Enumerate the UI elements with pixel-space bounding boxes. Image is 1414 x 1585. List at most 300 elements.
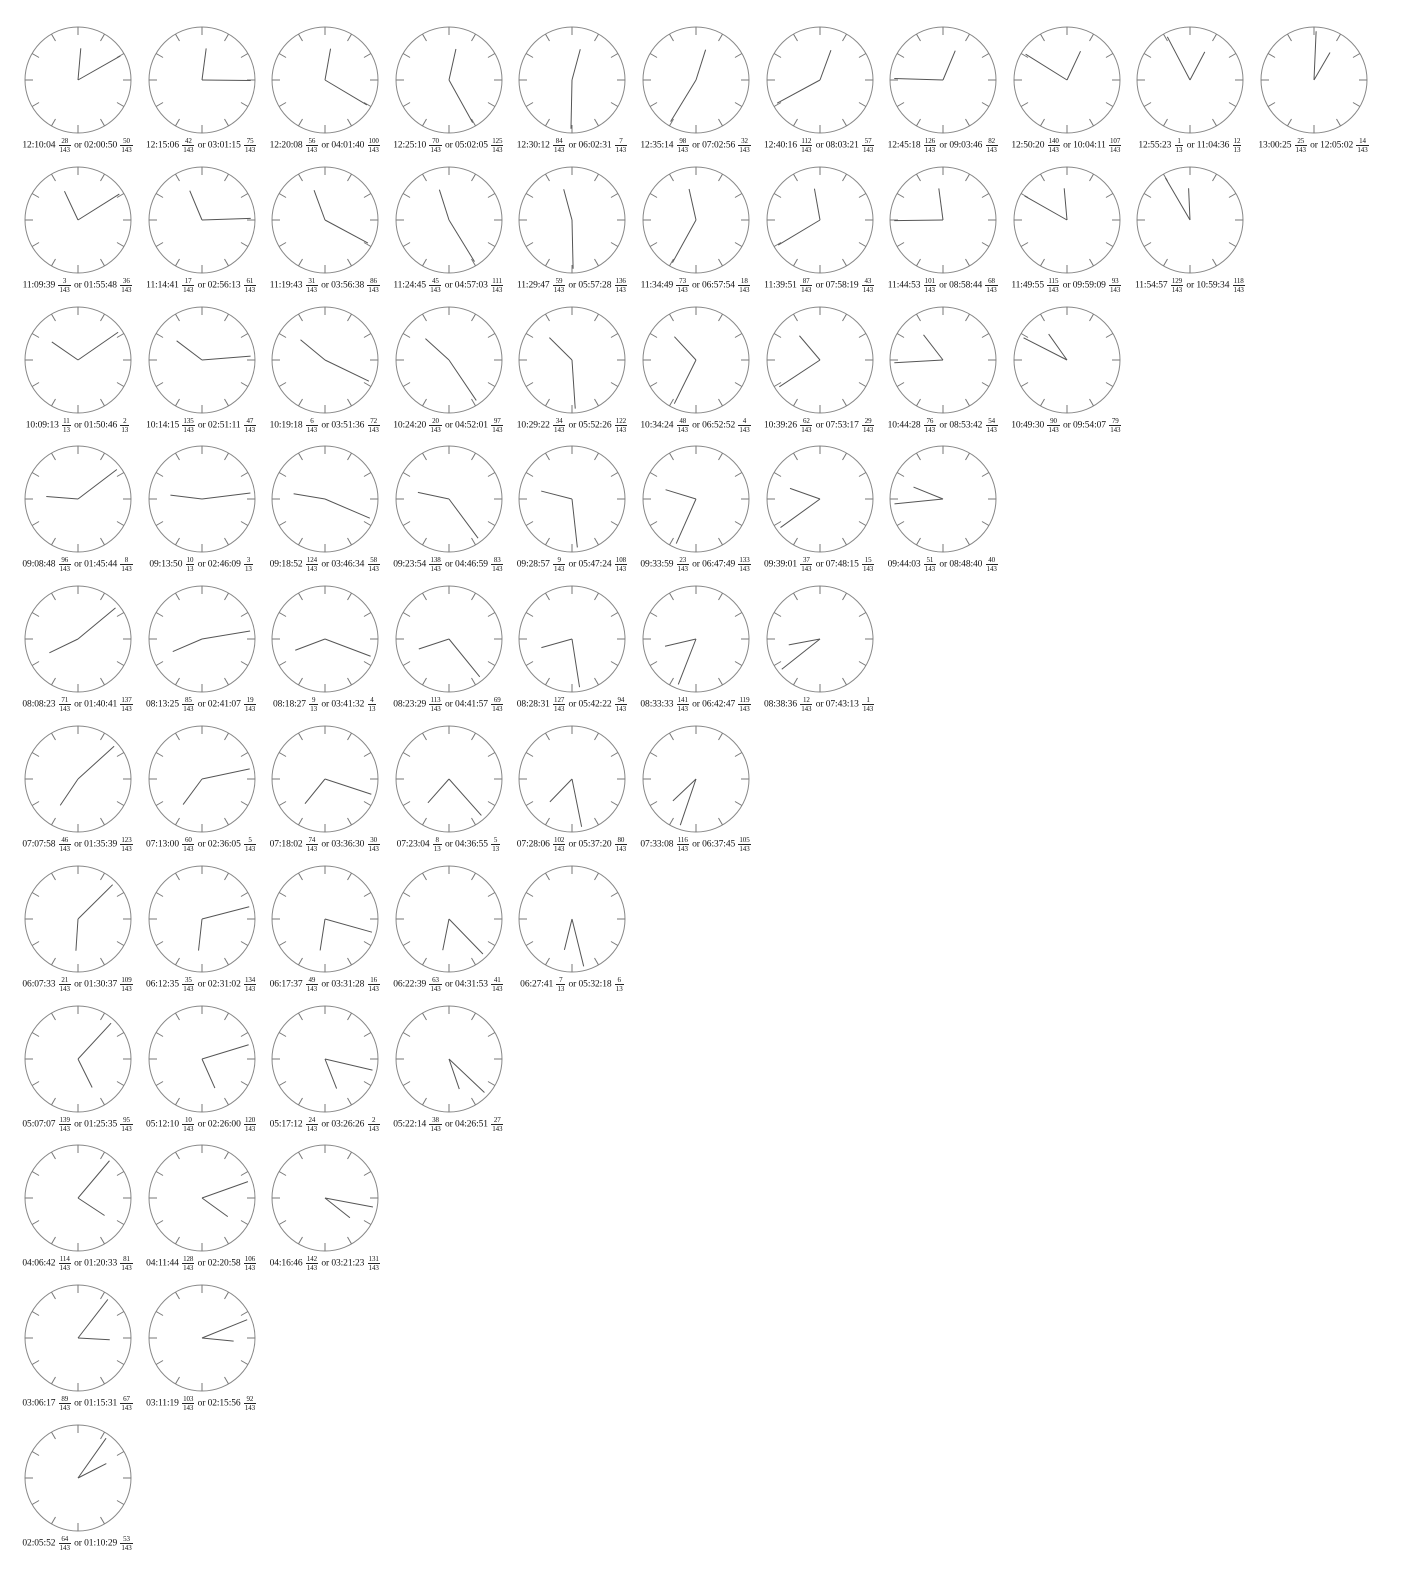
clock-face-icon <box>1135 25 1245 135</box>
fraction-numerator: 106 <box>244 1255 256 1264</box>
clock-cell <box>16 305 140 445</box>
time-alternate: 01:15:31 <box>84 1398 118 1409</box>
clock-caption <box>132 417 272 434</box>
hour-tick <box>241 753 248 757</box>
clock-face-icon <box>641 165 751 275</box>
hour-hand <box>78 1059 92 1087</box>
time-primary: 06:12:35 <box>145 979 179 990</box>
minute-hand <box>449 220 474 262</box>
hour-tick <box>117 1081 124 1085</box>
clock-caption <box>379 137 519 154</box>
fraction-denominator: 143 <box>430 984 441 993</box>
fraction-numerator: 123 <box>121 836 132 844</box>
hour-tick <box>719 453 723 460</box>
hour-tick <box>101 873 105 880</box>
hour-tick <box>101 1013 105 1020</box>
hour-tick <box>299 399 303 406</box>
hour-tick <box>299 818 303 825</box>
hour-tick <box>348 259 352 266</box>
hour-tick <box>348 174 352 181</box>
time-alternate: 03:56:38 <box>331 280 365 291</box>
fraction <box>59 137 71 154</box>
hour-tick <box>175 733 179 740</box>
fraction-denominator: 143 <box>121 845 132 853</box>
clock-cell <box>16 1004 140 1144</box>
hour-tick <box>279 1081 286 1085</box>
fraction <box>556 976 565 993</box>
hour-tick <box>32 382 39 386</box>
fraction-numerator: 1 <box>862 696 874 705</box>
fraction-denominator: 143 <box>368 1124 379 1133</box>
hour-tick <box>117 1032 124 1036</box>
hour-tick <box>299 1013 303 1020</box>
hour-tick <box>403 473 410 477</box>
hour-tick <box>175 259 179 266</box>
hour-tick <box>526 941 533 945</box>
minute-hand <box>449 360 476 400</box>
hour-tick <box>422 958 426 965</box>
minute-hand <box>78 1161 109 1198</box>
fraction-numerator: 7 <box>556 976 565 985</box>
clock-cell <box>140 25 264 165</box>
hour-tick <box>546 593 550 600</box>
time-alternate: 06:52:52 <box>702 420 736 431</box>
fraction <box>429 277 441 294</box>
fraction-numerator: 4 <box>368 696 377 705</box>
hour-tick <box>793 174 797 181</box>
hour-tick <box>348 818 352 825</box>
fraction-numerator: 115 <box>1048 276 1059 285</box>
fraction-denominator: 143 <box>554 705 565 714</box>
hour-hand <box>198 919 201 951</box>
fraction <box>306 556 318 573</box>
time-alternate: 03:26:26 <box>331 1119 365 1130</box>
fraction <box>429 137 441 154</box>
time-alternate: 06:37:45 <box>702 839 736 850</box>
clock-cell <box>140 724 264 864</box>
hour-tick <box>471 593 475 600</box>
clock-cell <box>140 584 264 724</box>
hour-tick <box>1021 242 1028 246</box>
hour-hand <box>202 1198 228 1217</box>
minute-hand <box>779 360 820 387</box>
hour-hand <box>542 639 573 648</box>
hour-hand <box>820 50 831 80</box>
hour-tick <box>156 892 163 896</box>
hour-tick <box>595 399 599 406</box>
clock-cell <box>634 25 758 165</box>
hour-tick <box>966 174 970 181</box>
time-primary: 05:12:10 <box>145 1119 179 1130</box>
clock-caption <box>626 277 766 294</box>
hour-tick <box>859 522 866 526</box>
or-connector: or <box>692 420 700 431</box>
hour-tick <box>101 119 105 126</box>
minute-hand <box>781 639 819 669</box>
hour-tick <box>52 1237 56 1244</box>
minute-hand <box>78 884 113 918</box>
hour-hand <box>320 919 325 950</box>
fraction-denominator: 143 <box>492 285 503 294</box>
fraction-numerator: 12 <box>800 696 812 705</box>
fraction-denominator: 143 <box>1171 285 1183 294</box>
or-connector: or <box>815 420 824 431</box>
hour-tick <box>422 593 426 600</box>
time-primary: 08:28:31 <box>516 699 550 710</box>
clock-cell <box>140 864 264 1004</box>
fraction-denominator: 143 <box>986 565 997 574</box>
minute-hand <box>571 80 572 129</box>
time-primary: 05:07:07 <box>22 1119 56 1130</box>
hour-tick <box>1229 242 1236 246</box>
time-primary: 04:11:44 <box>146 1259 179 1270</box>
hour-tick <box>917 174 921 181</box>
minute-hand <box>572 639 580 687</box>
hour-tick <box>403 382 410 386</box>
hour-tick <box>735 662 742 666</box>
hour-tick <box>611 613 618 617</box>
time-alternate: 03:21:23 <box>331 1259 365 1270</box>
time-primary: 09:39:01 <box>763 560 797 571</box>
hour-tick <box>735 802 742 806</box>
hour-tick <box>299 733 303 740</box>
hour-tick <box>422 873 426 880</box>
fraction-numerator: 59 <box>553 277 565 286</box>
hour-hand <box>814 188 820 219</box>
time-alternate: 01:50:46 <box>84 420 118 431</box>
fraction-denominator: 143 <box>1110 146 1121 154</box>
hour-tick <box>299 538 303 545</box>
fraction-denominator: 143 <box>121 285 132 294</box>
hour-tick <box>897 54 904 58</box>
fraction-numerator: 3 <box>244 556 253 565</box>
hour-tick <box>526 892 533 896</box>
fraction-numerator: 108 <box>615 556 626 565</box>
hour-tick <box>156 54 163 58</box>
clock-face-icon <box>517 305 627 415</box>
clock-caption <box>255 137 395 154</box>
time-primary: 12:20:08 <box>269 140 303 151</box>
clock-caption <box>255 696 395 713</box>
fraction-numerator: 94 <box>615 696 627 705</box>
clock-cell <box>881 165 1005 305</box>
time-alternate: 08:58:44 <box>949 280 983 291</box>
fraction-denominator: 143 <box>306 565 318 574</box>
fraction-numerator: 21 <box>59 976 71 985</box>
hour-tick <box>117 1221 124 1225</box>
hour-tick <box>774 54 781 58</box>
hour-tick <box>156 1221 163 1225</box>
time-alternate: 04:01:40 <box>331 140 365 151</box>
time-alternate: 02:46:09 <box>207 560 241 571</box>
hour-tick <box>488 242 495 246</box>
clock-caption <box>750 137 890 154</box>
hour-tick <box>488 1032 495 1036</box>
hour-tick <box>917 453 921 460</box>
hour-tick <box>488 802 495 806</box>
minute-hand <box>325 919 372 932</box>
hour-tick <box>117 1501 124 1505</box>
hour-tick <box>299 958 303 965</box>
clock-cell <box>387 584 511 724</box>
fraction-denominator: 13 <box>121 425 129 434</box>
hour-tick <box>241 662 248 666</box>
clock-face-icon <box>23 25 133 135</box>
fraction-denominator: 143 <box>183 1404 194 1413</box>
hour-hand <box>419 639 449 649</box>
hour-tick <box>279 103 286 107</box>
clock-cell <box>263 724 387 864</box>
hour-tick <box>735 753 742 757</box>
fraction-numerator: 48 <box>677 417 689 426</box>
fraction-numerator: 47 <box>244 417 256 426</box>
or-connector: or <box>321 1259 330 1270</box>
clock-cell <box>16 724 140 864</box>
hour-tick <box>670 818 674 825</box>
clock-caption <box>8 1395 148 1412</box>
fraction-denominator: 143 <box>677 845 688 853</box>
fraction <box>182 836 194 853</box>
clock-face-icon <box>23 724 133 834</box>
fraction-numerator: 134 <box>245 975 256 984</box>
fraction-numerator: 142 <box>306 1255 318 1264</box>
time-primary: 09:44:03 <box>887 560 921 571</box>
minute-hand <box>678 639 696 684</box>
clock-face-icon <box>1135 165 1245 275</box>
fraction-numerator: 102 <box>554 836 565 844</box>
clock-face-icon <box>147 584 257 694</box>
hour-tick <box>117 892 124 896</box>
hour-tick <box>299 453 303 460</box>
hour-tick <box>650 54 657 58</box>
hour-tick <box>224 1152 228 1159</box>
clock-cell <box>758 584 882 724</box>
hour-tick <box>348 678 352 685</box>
clock-cell <box>510 305 634 445</box>
fraction-denominator: 143 <box>430 425 441 434</box>
time-primary: 13:00:25 <box>1258 140 1292 151</box>
hour-tick <box>101 1098 105 1105</box>
or-connector: or <box>568 839 577 850</box>
clock-cell <box>16 25 140 165</box>
hour-tick <box>224 678 228 685</box>
hour-tick <box>1089 399 1093 406</box>
hour-tick <box>348 1152 352 1159</box>
hour-tick <box>670 678 674 685</box>
fraction-numerator: 34 <box>553 417 565 426</box>
or-connector: or <box>568 420 577 431</box>
hour-tick <box>364 54 371 58</box>
hour-tick <box>471 818 475 825</box>
hour-tick <box>299 119 303 126</box>
fraction-numerator: 83 <box>491 556 503 565</box>
minute-hand <box>674 360 696 404</box>
fraction-denominator: 143 <box>986 285 997 294</box>
hour-tick <box>224 1292 228 1299</box>
fraction-denominator: 143 <box>306 1124 318 1133</box>
time-alternate: 03:36:30 <box>331 839 365 850</box>
hour-tick <box>156 941 163 945</box>
or-connector: or <box>197 560 206 571</box>
fraction-denominator: 143 <box>1048 425 1059 434</box>
hour-tick <box>403 103 410 107</box>
fraction-denominator: 143 <box>59 565 70 574</box>
fraction-numerator: 12 <box>1233 137 1241 145</box>
minute-hand <box>202 1044 249 1058</box>
clock-face-icon <box>147 1283 257 1393</box>
clock-face-icon <box>394 165 504 275</box>
hour-tick <box>611 473 618 477</box>
or-connector: or <box>197 1259 206 1270</box>
hour-tick <box>1089 119 1093 126</box>
hour-tick <box>156 473 163 477</box>
minute-hand <box>78 470 117 499</box>
fraction-numerator: 10 <box>186 556 194 565</box>
clock-cell <box>1252 25 1376 165</box>
time-primary: 02:05:52 <box>22 1538 56 1549</box>
or-connector: or <box>321 839 330 850</box>
time-primary: 12:10:04 <box>22 140 56 151</box>
hour-tick <box>1106 103 1113 107</box>
clock-cell <box>510 444 634 584</box>
time-primary: 09:13:50 <box>149 560 183 571</box>
fraction-denominator: 143 <box>492 705 503 714</box>
fraction-numerator: 113 <box>430 696 441 705</box>
hour-tick <box>403 522 410 526</box>
minute-hand <box>572 360 575 409</box>
clock-cell <box>140 1004 264 1144</box>
clock-caption <box>1120 137 1260 154</box>
hour-tick <box>241 941 248 945</box>
hour-tick <box>32 1501 39 1505</box>
fraction-numerator: 81 <box>120 1255 132 1264</box>
hour-tick <box>279 941 286 945</box>
hour-tick <box>1106 193 1113 197</box>
hour-tick <box>719 399 723 406</box>
hour-tick <box>175 818 179 825</box>
hour-tick <box>299 314 303 321</box>
clock-caption <box>750 556 890 573</box>
time-primary: 09:23:54 <box>393 560 427 571</box>
hour-tick <box>403 941 410 945</box>
hour-tick <box>1040 119 1044 126</box>
hour-tick <box>1106 242 1113 246</box>
hour-tick <box>403 892 410 896</box>
hour-tick <box>224 1237 228 1244</box>
clock-caption <box>379 836 519 853</box>
fraction <box>59 836 71 853</box>
fraction-numerator: 129 <box>1171 276 1183 285</box>
time-primary: 04:06:42 <box>22 1259 56 1270</box>
fraction-denominator: 143 <box>183 705 194 714</box>
hour-tick <box>279 1172 286 1176</box>
clock-face-icon <box>23 864 133 974</box>
hour-tick <box>793 399 797 406</box>
hour-tick <box>224 733 228 740</box>
fraction-numerator: 4 <box>738 417 750 426</box>
fraction-denominator: 143 <box>615 705 626 714</box>
minute-hand <box>449 919 483 954</box>
hour-tick <box>793 34 797 41</box>
clock-caption <box>379 976 519 993</box>
fraction-denominator: 143 <box>492 425 503 434</box>
fraction <box>800 417 812 434</box>
fraction <box>429 696 441 713</box>
hour-tick <box>279 1221 286 1225</box>
hour-tick <box>32 1081 39 1085</box>
hour-tick <box>1021 103 1028 107</box>
fraction-denominator: 143 <box>59 1544 70 1552</box>
hour-tick <box>32 802 39 806</box>
minute-hand <box>325 779 371 794</box>
clock-face-icon <box>641 584 751 694</box>
hour-tick <box>1288 119 1292 126</box>
minute-hand <box>572 499 577 547</box>
fraction <box>1047 417 1059 434</box>
or-connector: or <box>568 699 577 710</box>
fraction <box>1175 137 1184 154</box>
time-primary: 09:08:48 <box>22 560 56 571</box>
fraction <box>244 556 253 573</box>
hour-tick <box>595 259 599 266</box>
hour-tick <box>917 314 921 321</box>
hour-tick <box>52 958 56 965</box>
fraction <box>306 277 318 294</box>
clock-face-icon <box>641 305 751 415</box>
fraction-denominator: 143 <box>306 1264 318 1273</box>
hour-tick <box>1144 103 1151 107</box>
time-alternate: 06:42:47 <box>702 699 736 710</box>
hour-tick <box>611 333 618 337</box>
clock-caption <box>502 976 642 993</box>
time-alternate: 05:02:05 <box>454 140 488 151</box>
hour-tick <box>279 382 286 386</box>
hour-tick <box>1337 119 1341 126</box>
hour-tick <box>1164 34 1168 41</box>
fraction-numerator: 114 <box>59 1255 70 1264</box>
hour-tick <box>156 193 163 197</box>
clock-cell <box>140 165 264 305</box>
fraction <box>368 1255 380 1272</box>
hour-tick <box>488 54 495 58</box>
time-primary: 10:24:20 <box>393 420 427 431</box>
hour-tick <box>175 593 179 600</box>
hour-tick <box>1288 34 1292 41</box>
fraction <box>985 277 997 294</box>
minute-hand <box>895 499 944 504</box>
or-connector: or <box>1186 140 1195 151</box>
hour-tick <box>793 593 797 600</box>
hour-tick <box>842 314 846 321</box>
hour-tick <box>52 399 56 406</box>
hour-tick <box>735 242 742 246</box>
time-primary: 11:34:49 <box>640 280 674 291</box>
hour-hand <box>1048 334 1066 360</box>
fraction-denominator: 143 <box>368 565 379 574</box>
fraction-denominator: 143 <box>183 1264 194 1273</box>
fraction-numerator: 32 <box>738 137 750 146</box>
fraction-denominator: 143 <box>245 146 256 154</box>
hour-tick <box>241 1172 248 1176</box>
hour-tick <box>241 522 248 526</box>
hour-tick <box>403 1081 410 1085</box>
hour-tick <box>670 453 674 460</box>
fraction-denominator: 143 <box>677 425 688 434</box>
time-primary: 07:18:02 <box>269 839 303 850</box>
clock-caption <box>379 277 519 294</box>
hour-hand <box>78 1198 105 1215</box>
hour-tick <box>403 613 410 617</box>
